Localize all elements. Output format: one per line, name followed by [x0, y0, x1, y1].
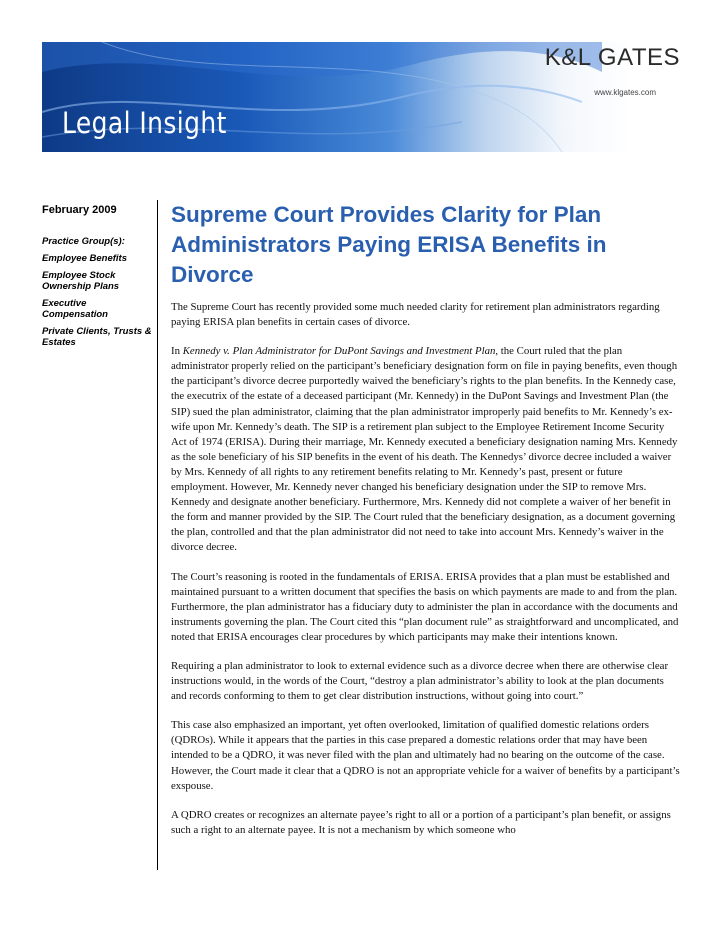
intro-paragraph: The Supreme Court has recently provided some much needed clarity for retirement plan administrators regarding paying ERISA plan benefits in certain cases of divorce.	[171, 301, 660, 329]
publication-title: Legal Insight	[62, 106, 227, 140]
practice-group-item: Executive Compensation	[42, 298, 108, 320]
article-headline: Supreme Court Provides Clarity for Plan Administrators Paying ERISA Benefits in Divorce	[171, 202, 607, 287]
firm-url: www.klgates.com	[594, 88, 656, 97]
case-name: Kennedy v. Plan Administrator for DuPont Savings and Investment Plan	[182, 345, 496, 358]
firm-logo: K&L GATES	[544, 44, 680, 71]
practice-groups-label: Practice Group(s):	[42, 236, 125, 247]
sidebar	[42, 204, 152, 354]
case-prefix: In	[171, 345, 183, 358]
article-body	[171, 200, 681, 852]
external-evidence-paragraph: Requiring a plan administrator to look to external evidence such as a divorce decree when there are otherwise clear instructions would, in the words of the Court, “destroy a plan administrator’s ability to look at the plan documents and records conforming to them to get clear distribution instructions, without going into court.”	[171, 659, 669, 703]
qdro-definition-paragraph: A QDRO creates or recognizes an alternate payee’s right to all or a portion of a participant’s plan benefit, or assigns such a right to an alternate payee. It is not a mechanism by which someone who	[171, 808, 671, 836]
practice-group-item: Employee Stock Ownership Plans	[42, 270, 120, 292]
qdro-paragraph: This case also emphasized an important, yet often overlooked, limitation of qualified domestic relations orders (QDROs). While it appears that the parties in this case prepared a domestic relations order that may have been intended to be a QDRO, it was never filed with the plan and ultimately had no bearing on the outcome of the case. However, the Court made it clear that a QDRO is not an appropriate vehicle for a waiver of benefits by a participant’s exspouse.	[171, 719, 680, 792]
reasoning-paragraph: The Court’s reasoning is rooted in the fundamentals of ERISA. ERISA provides that a plan must be established and maintained pursuant to a written document that specifies the basis on which payments are made to and from the plan. Furthermore, the plan administrator has a fiduciary duty to administer the plan in accordance with the documents and instruments governing the plan. The Court cited this “plan document rule” as straightforward and uncomplicated, and noted that ERISA encourages clear procedures by which participants may make their intentions known.	[171, 570, 679, 643]
case-paragraph	[171, 344, 681, 555]
column-divider	[157, 200, 158, 870]
practice-group-list	[42, 236, 152, 348]
practice-group-item: Employee Benefits	[42, 253, 127, 264]
publication-date: February 2009	[42, 204, 117, 216]
practice-group-item: Private Clients, Trusts & Estates	[42, 326, 152, 348]
case-text: , the Court ruled that the plan administrator properly relied on the participant’s beneficiary designation form on file in paying benefits, even though the participant’s divorce decree purportedly waived the beneficiary’s rights to the plan benefits. In the Kennedy case, the executrix of the estate of a deceased participant (Mr. Kennedy) in the DuPont Savings and Investment Plan (the SIP) sued the plan administrator, claiming that the plan administrator improperly paid benefits to Mr. Kennedy’s ex-wife upon Mr. Kennedy’s death. The SIP is a retirement plan subject to the Employee Retirement Income Security Act of 1974 (ERISA). During their marriage, Mr. Kennedy executed a beneficiary designation naming Mrs. Kennedy as the sole beneficiary of his SIP benefits in the event of his death. The Kennedys’ divorce decree included a waiver by Mrs. Kennedy of all rights to any retirement benefits relating to Mr. Kennedy’s past, present or future employment. However, Mr. Kennedy never changed his beneficiary designation under the SIP to remove Mrs. Kennedy and designate another beneficiary. Furthermore, Mrs. Kennedy did not complete a waiver of her benefit in the form and manner provided by the SIP. The Court ruled that the beneficiary designation, as a document governing the plan, controlled and that the plan administrator did not need to take into account Mrs. Kennedy’s waiver in the divorce decree.	[171, 345, 678, 554]
